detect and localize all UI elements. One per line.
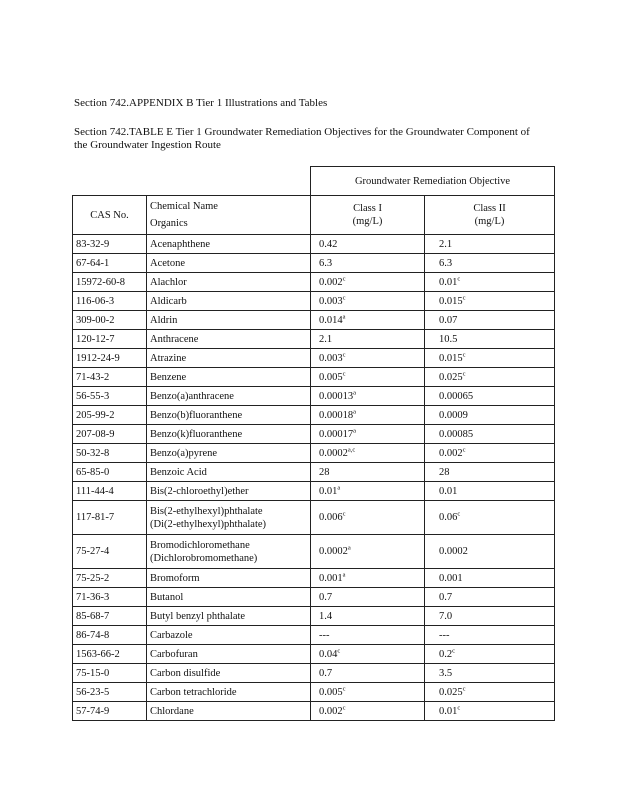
table-row xyxy=(73,387,555,406)
class-1-footnote: a xyxy=(353,427,357,434)
chemical-name: Aldicarb xyxy=(150,295,187,307)
chemical-alt-name: (Dichlorobromomethane) xyxy=(150,552,258,564)
table-row xyxy=(73,588,555,607)
class-2-value-cell xyxy=(425,664,555,683)
cas-number: 1912-24-9 xyxy=(76,352,120,364)
class-1-value-cell xyxy=(311,645,425,664)
cas-number-cell xyxy=(73,273,147,292)
class-1-value-cell xyxy=(311,482,425,501)
class-2-value: 0.0002 xyxy=(439,546,468,557)
class-1-value-cell xyxy=(311,425,425,444)
class-2-value: 0.00065 xyxy=(439,390,474,402)
cas-number-cell xyxy=(73,254,147,273)
chemical-name-cell xyxy=(147,626,311,645)
group-header: Groundwater Remediation Objective xyxy=(311,167,555,196)
class-1-unit: (mg/L) xyxy=(352,216,383,227)
cas-number-cell xyxy=(73,569,147,588)
remediation-objectives-table xyxy=(72,166,555,721)
class-2-value-cell xyxy=(425,501,555,535)
class-1-footnote: a xyxy=(342,571,346,578)
cas-number-cell xyxy=(73,368,147,387)
chemical-name: Anthracene xyxy=(150,333,199,345)
chemical-name-cell xyxy=(147,349,311,368)
table-row xyxy=(73,482,555,501)
class-2-value: 0.07 xyxy=(439,314,458,326)
class-1-footnote: a xyxy=(347,544,351,552)
class-2-value-cell xyxy=(425,368,555,387)
table-row xyxy=(73,235,555,254)
class-2-value-cell xyxy=(425,311,555,330)
class-1-footnote: a,c xyxy=(347,446,356,453)
class-2-footnote: c xyxy=(462,294,466,301)
chemical-name: Bromodichloromethane xyxy=(150,539,250,551)
class-1-value-cell xyxy=(311,702,425,721)
group-header-row xyxy=(73,167,555,196)
class-1-footnote: c xyxy=(337,647,341,654)
chemical-name-cell xyxy=(147,607,311,626)
cas-number: 120-12-7 xyxy=(76,333,115,345)
chemical-name: Acetone xyxy=(150,257,185,269)
table-row xyxy=(73,569,555,588)
class-2-value-cell xyxy=(425,482,555,501)
chemical-name-cell xyxy=(147,535,311,569)
table-row xyxy=(73,292,555,311)
chemical-name-cell xyxy=(147,330,311,349)
column-header-organics: Organics xyxy=(150,218,188,229)
cas-number-cell xyxy=(73,463,147,482)
class-1-value: 0.00013 xyxy=(319,390,354,402)
class-2-value: 0.015 xyxy=(439,295,463,307)
chemical-name-cell xyxy=(147,311,311,330)
class-2-value-cell xyxy=(425,702,555,721)
class-1-footnote: c xyxy=(342,685,346,692)
class-1-value: 0.7 xyxy=(319,591,333,603)
class-1-footnote: a xyxy=(337,484,341,491)
class-2-value: 0.06 xyxy=(439,512,458,523)
chemical-name-cell xyxy=(147,702,311,721)
cas-number: 117-81-7 xyxy=(76,512,115,523)
chemical-name: Aldrin xyxy=(150,314,178,326)
chemical-name-cell xyxy=(147,368,311,387)
blank-header-cell xyxy=(73,167,311,196)
cas-number-cell xyxy=(73,425,147,444)
table-row xyxy=(73,463,555,482)
class-1-value-cell xyxy=(311,683,425,702)
cas-number: 111-44-4 xyxy=(76,485,114,497)
chemical-name-cell xyxy=(147,588,311,607)
class-1-value-cell xyxy=(311,463,425,482)
class-1-value-cell xyxy=(311,569,425,588)
cas-number: 56-55-3 xyxy=(76,390,110,402)
class-2-footnote: c xyxy=(462,370,466,377)
chemical-name: Bis(2-chloroethyl)ether xyxy=(150,485,249,497)
cas-number-cell xyxy=(73,330,147,349)
class-1-value: 0.005 xyxy=(319,371,343,383)
table-row xyxy=(73,349,555,368)
class-1-value-cell xyxy=(311,254,425,273)
cas-number-cell xyxy=(73,702,147,721)
class-1-footnote: a xyxy=(353,389,357,396)
class-1-value: 0.002 xyxy=(319,276,343,288)
class-2-value: 10.5 xyxy=(439,333,458,345)
chemical-name-cell xyxy=(147,406,311,425)
class-1-footnote: c xyxy=(342,704,346,711)
chemical-name: Butyl benzyl phthalate xyxy=(150,610,246,622)
class-1-value-cell xyxy=(311,607,425,626)
class-1-value: 0.0002 xyxy=(319,546,348,557)
class-1-value: 2.1 xyxy=(319,333,333,345)
class-1-value-cell xyxy=(311,235,425,254)
class-2-value-cell xyxy=(425,588,555,607)
class-1-value: 28 xyxy=(319,466,330,478)
chemical-name-cell xyxy=(147,482,311,501)
class-2-value-cell xyxy=(425,626,555,645)
class-1-value: 0.00018 xyxy=(319,409,354,421)
class-2-value-cell xyxy=(425,292,555,311)
class-2-value: 0.01 xyxy=(439,705,458,717)
class-1-footnote: c xyxy=(342,510,346,518)
class-2-value: 0.025 xyxy=(439,686,463,698)
class-1-footnote: a xyxy=(342,313,346,320)
chemical-name-cell xyxy=(147,444,311,463)
class-1-label: Class I xyxy=(353,203,382,214)
class-2-value-cell xyxy=(425,463,555,482)
class-2-value-cell xyxy=(425,444,555,463)
class-2-value-cell xyxy=(425,425,555,444)
table-row xyxy=(73,311,555,330)
chemical-name: Benzo(a)pyrene xyxy=(150,447,218,459)
class-2-value: --- xyxy=(439,629,450,641)
class-2-value-cell xyxy=(425,645,555,664)
class-2-footnote: c xyxy=(462,446,466,453)
section-title: Section 742.APPENDIX B Tier 1 Illustrations and Tables xyxy=(74,97,328,109)
class-1-value-cell xyxy=(311,330,425,349)
table-row xyxy=(73,607,555,626)
class-1-value: 0.7 xyxy=(319,667,333,679)
class-2-value: 0.00085 xyxy=(439,428,474,440)
class-1-value-cell xyxy=(311,444,425,463)
class-2-value-cell xyxy=(425,387,555,406)
class-2-value: 0.002 xyxy=(439,447,463,459)
class-1-value-cell xyxy=(311,368,425,387)
chemical-alt-name: (Di(2-ethylhexyl)phthalate) xyxy=(150,518,267,530)
class-1-value: 0.006 xyxy=(319,512,343,523)
chemical-name: Bis(2-ethylhexyl)phthalate xyxy=(150,505,263,517)
class-1-value: 0.0002 xyxy=(319,447,348,459)
class-1-value: 1.4 xyxy=(319,610,333,622)
class-2-value: 6.3 xyxy=(439,257,453,269)
chemical-name-cell xyxy=(147,664,311,683)
class-1-value: --- xyxy=(319,629,330,641)
class-1-footnote: c xyxy=(342,275,346,282)
cas-number: 85-68-7 xyxy=(76,610,110,622)
class-2-value-cell xyxy=(425,406,555,425)
table-row xyxy=(73,406,555,425)
class-2-footnote: c xyxy=(457,704,461,711)
class-2-label: Class II xyxy=(473,203,506,214)
class-2-footnote: c xyxy=(457,510,461,518)
chemical-name-cell xyxy=(147,645,311,664)
chemical-name: Bromoform xyxy=(150,572,200,584)
class-1-value-cell xyxy=(311,626,425,645)
class-2-value: 0.7 xyxy=(439,591,453,603)
table-row xyxy=(73,425,555,444)
cas-number-cell xyxy=(73,349,147,368)
class-1-value: 0.04 xyxy=(319,648,338,660)
table-row xyxy=(73,444,555,463)
class-2-value: 0.0009 xyxy=(439,409,468,421)
chemical-name: Benzene xyxy=(150,371,187,383)
table-row xyxy=(73,645,555,664)
cas-number: 86-74-8 xyxy=(76,629,110,641)
column-header-class-2 xyxy=(425,196,555,235)
table-row xyxy=(73,368,555,387)
chemical-name: Benzoic Acid xyxy=(150,466,207,478)
class-2-footnote: c xyxy=(462,351,466,358)
class-2-value: 0.01 xyxy=(439,485,458,497)
cas-number-cell xyxy=(73,311,147,330)
class-2-value: 0.015 xyxy=(439,352,463,364)
cas-number: 205-99-2 xyxy=(76,409,115,421)
chemical-name: Benzo(b)fluoranthene xyxy=(150,409,243,421)
cas-number: 75-25-2 xyxy=(76,572,110,584)
class-1-value: 0.42 xyxy=(319,238,338,250)
cas-number-cell xyxy=(73,482,147,501)
cas-number-cell xyxy=(73,664,147,683)
table-row xyxy=(73,501,555,535)
table-row xyxy=(73,664,555,683)
class-1-footnote: c xyxy=(342,351,346,358)
class-1-value: 6.3 xyxy=(319,257,333,269)
chemical-name: Carbazole xyxy=(150,629,193,641)
table-row xyxy=(73,254,555,273)
class-2-value-cell xyxy=(425,569,555,588)
class-2-value: 7.0 xyxy=(439,610,453,622)
cas-number-cell xyxy=(73,645,147,664)
cas-number: 56-23-5 xyxy=(76,686,110,698)
cas-number-cell xyxy=(73,626,147,645)
cas-number: 1563-66-2 xyxy=(76,648,120,660)
cas-number-cell xyxy=(73,387,147,406)
class-1-footnote: c xyxy=(342,370,346,377)
class-1-value: 0.00017 xyxy=(319,428,354,440)
class-2-value-cell xyxy=(425,235,555,254)
chemical-name-cell xyxy=(147,387,311,406)
cas-number: 65-85-0 xyxy=(76,466,110,478)
class-2-value-cell xyxy=(425,683,555,702)
class-1-footnote: c xyxy=(342,294,346,301)
chemical-name: Benzo(k)fluoranthene xyxy=(150,428,243,440)
class-2-value-cell xyxy=(425,273,555,292)
chemical-name: Carbofuran xyxy=(150,648,198,660)
class-1-value-cell xyxy=(311,349,425,368)
class-1-value-cell xyxy=(311,387,425,406)
chemical-name-cell xyxy=(147,683,311,702)
chemical-name-cell xyxy=(147,273,311,292)
cas-number: 116-06-3 xyxy=(76,295,115,307)
cas-number: 75-27-4 xyxy=(76,546,110,557)
chemical-name: Carbon tetrachloride xyxy=(150,686,237,698)
chemical-name-cell xyxy=(147,292,311,311)
class-1-value: 0.005 xyxy=(319,686,343,698)
chemical-name-cell xyxy=(147,254,311,273)
class-1-value-cell xyxy=(311,535,425,569)
class-2-value: 3.5 xyxy=(439,667,453,679)
cas-number-cell xyxy=(73,588,147,607)
class-2-value: 0.01 xyxy=(439,276,458,288)
class-1-value-cell xyxy=(311,292,425,311)
class-2-value: 2.1 xyxy=(439,238,453,250)
cas-number-cell xyxy=(73,501,147,535)
cas-number-cell xyxy=(73,535,147,569)
cas-number: 50-32-8 xyxy=(76,447,110,459)
class-1-value: 0.002 xyxy=(319,705,343,717)
chemical-name-cell xyxy=(147,463,311,482)
class-1-footnote: a xyxy=(353,408,357,415)
table-title: Section 742.TABLE E Tier 1 Groundwater Remediation Objectives for the Groundwater Component of the Groundwater Ingestion Route xyxy=(74,126,530,151)
class-1-value: 0.001 xyxy=(319,572,343,584)
class-1-value: 0.003 xyxy=(319,352,343,364)
chemical-name: Carbon disulfide xyxy=(150,667,221,679)
class-2-value: 0.001 xyxy=(439,572,463,584)
cas-number: 83-32-9 xyxy=(76,238,110,250)
class-2-footnote: c xyxy=(457,275,461,282)
class-1-value: 0.014 xyxy=(319,314,343,326)
class-1-value-cell xyxy=(311,501,425,535)
table-row xyxy=(73,702,555,721)
class-2-value: 0.025 xyxy=(439,371,463,383)
class-1-value-cell xyxy=(311,664,425,683)
cas-number: 309-00-2 xyxy=(76,314,115,326)
class-1-value: 0.01 xyxy=(319,485,338,497)
chemical-name-cell xyxy=(147,501,311,535)
class-2-value: 28 xyxy=(439,466,450,478)
class-2-value-cell xyxy=(425,535,555,569)
table-row xyxy=(73,683,555,702)
cas-number: 71-43-2 xyxy=(76,371,110,383)
chemical-name-cell xyxy=(147,569,311,588)
chemical-name: Alachlor xyxy=(150,276,187,288)
class-1-value-cell xyxy=(311,311,425,330)
table-row xyxy=(73,330,555,349)
cas-number: 207-08-9 xyxy=(76,428,115,440)
cas-number: 57-74-9 xyxy=(76,705,110,717)
chemical-name: Benzo(a)anthracene xyxy=(150,390,234,402)
class-2-value-cell xyxy=(425,254,555,273)
chemical-name-cell xyxy=(147,235,311,254)
table-row xyxy=(73,626,555,645)
cas-number-cell xyxy=(73,683,147,702)
cas-number-cell xyxy=(73,406,147,425)
chemical-name: Acenaphthene xyxy=(150,238,211,250)
column-header-cas: CAS No. xyxy=(73,196,147,235)
class-1-value-cell xyxy=(311,406,425,425)
table-row xyxy=(73,273,555,292)
chemical-name: Chlordane xyxy=(150,705,194,717)
column-header-chemical xyxy=(147,196,311,235)
class-2-value-cell xyxy=(425,330,555,349)
class-1-value-cell xyxy=(311,273,425,292)
class-2-value-cell xyxy=(425,607,555,626)
class-2-unit: (mg/L) xyxy=(474,216,505,227)
table-row xyxy=(73,535,555,569)
cas-number-cell xyxy=(73,292,147,311)
cas-number-cell xyxy=(73,235,147,254)
chemical-name-cell xyxy=(147,425,311,444)
column-header-class-1 xyxy=(311,196,425,235)
class-2-value-cell xyxy=(425,349,555,368)
cas-number: 75-15-0 xyxy=(76,667,110,679)
class-2-footnote: c xyxy=(452,647,456,654)
chemical-name: Atrazine xyxy=(150,352,187,364)
class-2-footnote: c xyxy=(462,685,466,692)
class-1-value: 0.003 xyxy=(319,295,343,307)
class-2-value: 0.2 xyxy=(439,648,453,660)
column-header-chemical-name: Chemical Name xyxy=(150,201,218,212)
cas-number-cell xyxy=(73,444,147,463)
cas-number: 67-64-1 xyxy=(76,257,110,269)
column-header-row xyxy=(73,196,555,235)
cas-number: 71-36-3 xyxy=(76,591,110,603)
chemical-name: Butanol xyxy=(150,591,184,603)
class-1-value-cell xyxy=(311,588,425,607)
cas-number-cell xyxy=(73,607,147,626)
cas-number: 15972-60-8 xyxy=(76,276,125,288)
